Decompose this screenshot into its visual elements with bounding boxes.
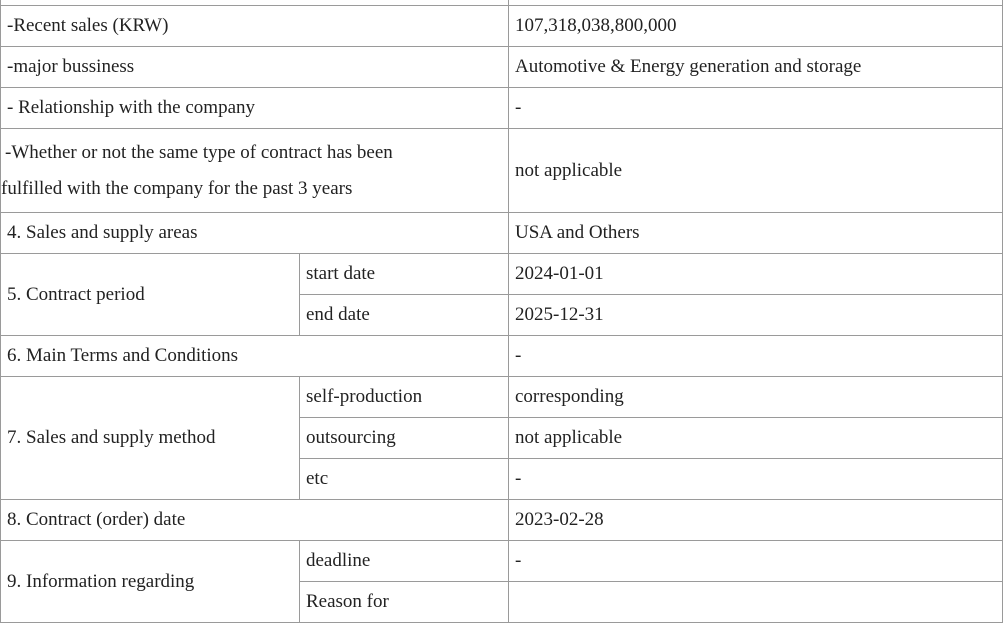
table-row-main-terms xyxy=(1,336,1003,377)
info-regarding-label: 9. Information regarding xyxy=(1,541,300,623)
table-row-self-production xyxy=(1,377,1003,418)
table-row-contract-date xyxy=(1,500,1003,541)
same-type-contract-label xyxy=(1,129,509,213)
etc-value: - xyxy=(509,459,1003,500)
contract-date-label: 8. Contract (order) date xyxy=(1,500,509,541)
reason-label: Reason for xyxy=(300,582,509,623)
major-business-value: Automotive & Energy generation and storage xyxy=(509,47,1003,88)
table-row-contract-start xyxy=(1,254,1003,295)
supply-method-label: 7. Sales and supply method xyxy=(1,377,300,500)
outsourcing-label: outsourcing xyxy=(300,418,509,459)
start-date-label: start date xyxy=(300,254,509,295)
same-type-contract-value: not applicable xyxy=(509,129,1003,213)
main-terms-label: 6. Main Terms and Conditions xyxy=(1,336,509,377)
table-row-relationship xyxy=(1,88,1003,129)
deadline-value: - xyxy=(509,541,1003,582)
table-row-deadline xyxy=(1,541,1003,582)
end-date-value: 2025-12-31 xyxy=(509,295,1003,336)
contract-period-label: 5. Contract period xyxy=(1,254,300,336)
relationship-label: - Relationship with the company xyxy=(1,88,509,129)
same-type-contract-label-line1: -Whether or not the same type of contract has been xyxy=(5,141,393,163)
recent-sales-label: -Recent sales (KRW) xyxy=(1,6,509,47)
table-row-major-business xyxy=(1,47,1003,88)
start-date-value: 2024-01-01 xyxy=(509,254,1003,295)
self-production-value: corresponding xyxy=(509,377,1003,418)
major-business-label: -major bussiness xyxy=(1,47,509,88)
reason-value xyxy=(509,582,1003,623)
sales-supply-areas-label: 4. Sales and supply areas xyxy=(1,213,509,254)
table-row-recent-sales xyxy=(1,6,1003,47)
end-date-label: end date xyxy=(300,295,509,336)
etc-label: etc xyxy=(300,459,509,500)
outsourcing-value: not applicable xyxy=(509,418,1003,459)
self-production-label: self-production xyxy=(300,377,509,418)
same-type-contract-label-line2: fulfilled with the company for the past 3 years xyxy=(1,177,353,199)
recent-sales-value: 107,318,038,800,000 xyxy=(509,6,1003,47)
relationship-value: - xyxy=(509,88,1003,129)
table-row-sales-supply-areas xyxy=(1,213,1003,254)
deadline-label: deadline xyxy=(300,541,509,582)
contract-date-value: 2023-02-28 xyxy=(509,500,1003,541)
sales-supply-areas-value: USA and Others xyxy=(509,213,1003,254)
main-terms-value: - xyxy=(509,336,1003,377)
table-row-same-type-contract xyxy=(1,129,1003,213)
